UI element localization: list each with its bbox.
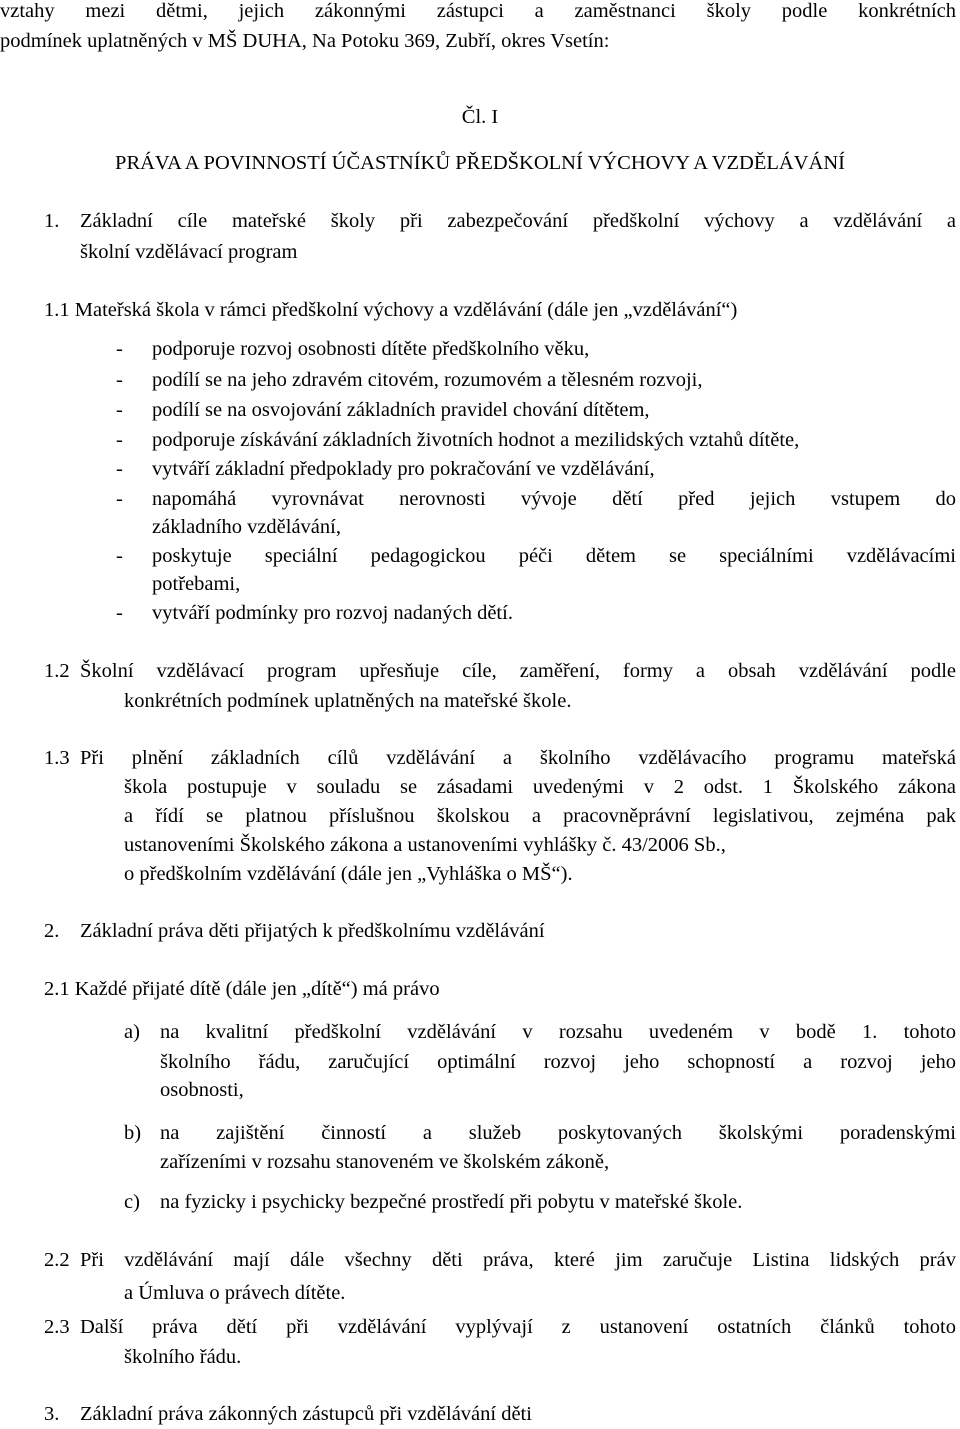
item-a-line-2: školního řádu, zaručující optimální rozvoj jeho schopností a rozvoj jeho <box>160 1051 956 1073</box>
list-item: podporuje rozvoj osobnosti dítěte předškolního věku, <box>152 338 590 360</box>
paragraph-2-2-line-2: a Úmluva o právech dítěte. <box>124 1282 346 1304</box>
paragraph-1-3-line-2: škola postupuje v souladu se zásadami uvedenými v 2 odst. 1 Školského zákona <box>124 776 956 798</box>
list-item-continuation: potřebami, <box>152 573 241 595</box>
item-b-line-1: na zajištění činností a služeb poskytovaných školskými poradenskými <box>160 1122 956 1144</box>
list-dash: - <box>116 429 123 451</box>
intro-line-1: vztahy mezi dětmi, jejich zákonnými zástupci a zaměstnanci školy podle konkrétních <box>0 0 956 22</box>
paragraph-1-2-line-2: konkrétních podmínek uplatněných na mateřské škole. <box>124 690 572 712</box>
item-a-line-3: osobnosti, <box>160 1079 244 1101</box>
item-a-line-1: na kvalitní předškolní vzdělávání v rozsahu uvedeném v bodě 1. tohoto <box>160 1021 956 1043</box>
paragraph-1-2-number: 1.2 <box>44 660 70 682</box>
list-item: vytváří podmínky pro rozvoj nadaných dětí. <box>152 602 513 624</box>
list-dash: - <box>116 369 123 391</box>
section-1-number: 1. <box>44 210 60 232</box>
list-item: napomáhá vyrovnávat nerovnosti vývoje dětí před jejich vstupem do <box>152 488 956 510</box>
paragraph-2-3-line-2: školního řádu. <box>124 1346 242 1368</box>
article-title: PRÁVA A POVINNOSTÍ ÚČASTNÍKŮ PŘEDŠKOLNÍ VÝCHOVY A VZDĚLÁVÁNÍ <box>115 152 845 174</box>
list-item: vytváří základní předpoklady pro pokračování ve vzdělávání, <box>152 458 655 480</box>
paragraph-1-3-number: 1.3 <box>44 747 70 769</box>
list-dash: - <box>116 338 123 360</box>
list-item: poskytuje speciální pedagogickou péči dětem se speciálními vzdělávacími <box>152 545 956 567</box>
paragraph-2-3-line-1: Další práva dětí při vzdělávání vyplývají z ustanovení ostatních článků tohoto <box>80 1316 956 1338</box>
paragraph-1-3-line-5: o předškolním vzdělávání (dále jen „Vyhláška o MŠ“). <box>124 863 573 885</box>
list-dash: - <box>116 458 123 480</box>
list-dash: - <box>116 602 123 624</box>
section-3-heading: Základní práva zákonných zástupců při vzdělávání děti <box>80 1403 532 1425</box>
paragraph-2-2-line-1: Při vzdělávání mají dále všechny děti práva, které jim zaručuje Listina lidských práv <box>80 1249 956 1271</box>
article-number: Čl. I <box>461 106 499 128</box>
list-dash: - <box>116 399 123 421</box>
item-b-line-2: zařízeními v rozsahu stanoveném ve školském zákoně, <box>160 1151 610 1173</box>
section-2-heading: Základní práva děti přijatých k předškolnímu vzdělávání <box>80 920 545 942</box>
paragraph-1-3-line-1: Při plnění základních cílů vzdělávání a školního vzdělávacího programu mateřská <box>80 747 956 769</box>
section-1-heading-line-1: Základní cíle mateřské školy při zabezpečování předškolní výchovy a vzdělávání a <box>80 210 956 232</box>
item-c-label: c) <box>124 1191 140 1213</box>
paragraph-1-1: 1.1 Mateřská škola v rámci předškolní výchovy a vzdělávání (dále jen „vzdělávání“) <box>44 299 738 321</box>
paragraph-2-1: 2.1 Každé přijaté dítě (dále jen „dítě“) má právo <box>44 978 440 1000</box>
item-a-label: a) <box>124 1021 140 1043</box>
list-dash: - <box>116 488 123 510</box>
item-c-line: na fyzicky i psychicky bezpečné prostředí při pobytu v mateřské škole. <box>160 1191 743 1213</box>
paragraph-1-2-line-1: Školní vzdělávací program upřesňuje cíle, zaměření, formy a obsah vzdělávání podle <box>80 660 956 682</box>
paragraph-1-3-line-4: ustanoveními Školského zákona a ustanoveními vyhlášky č. 43/2006 Sb., <box>124 834 726 856</box>
intro-line-2: podmínek uplatněných v MŠ DUHA, Na Potoku 369, Zubří, okres Vsetín: <box>0 30 610 52</box>
list-item: podporuje získávání základních životních hodnot a mezilidských vztahů dítěte, <box>152 429 800 451</box>
list-item: podílí se na osvojování základních pravidel chování dítětem, <box>152 399 650 421</box>
section-1-heading-line-2: školní vzdělávací program <box>80 241 298 263</box>
paragraph-1-3-line-3: a řídí se platnou příslušnou školskou a pracovněprávní legislativou, zejména pak <box>124 805 956 827</box>
section-3-number: 3. <box>44 1403 60 1425</box>
item-b-label: b) <box>124 1122 142 1144</box>
list-item: podílí se na jeho zdravém citovém, rozumovém a tělesném rozvoji, <box>152 369 703 391</box>
list-item-continuation: základního vzdělávání, <box>152 516 341 538</box>
list-dash: - <box>116 545 123 567</box>
paragraph-2-3-number: 2.3 <box>44 1316 70 1338</box>
paragraph-2-2-number: 2.2 <box>44 1249 70 1271</box>
section-2-number: 2. <box>44 920 60 942</box>
